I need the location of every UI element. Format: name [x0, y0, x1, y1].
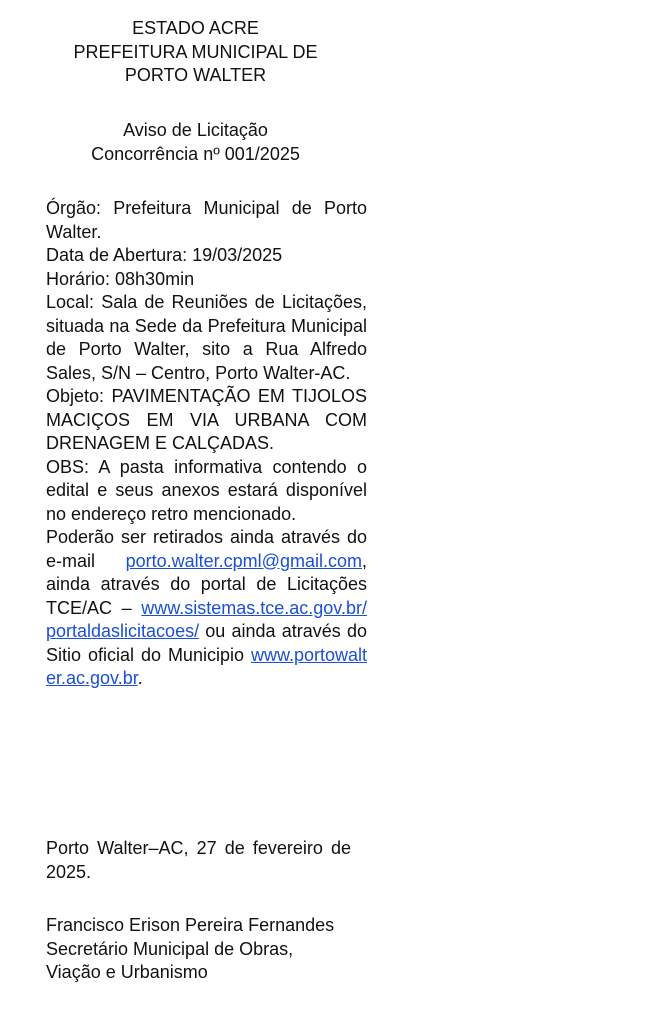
header-state: ESTADO ACRE — [132, 18, 259, 38]
orgao-line: Órgão: Prefeitura Municipal de Porto Walter. — [46, 198, 367, 242]
object-paragraph: Objeto: PAVIMENTAÇÃO EM TIJOLOS MACIÇOS EM VIA URBANA COM DRENAGEM E CALÇADAS. — [46, 386, 367, 453]
date-line: Porto Walter–AC, 27 de fevereiro de 2025. — [46, 838, 351, 882]
time-line: Horário: 08h30min — [46, 268, 195, 289]
retrieval-intro: Poderão ser retirados ainda através do e-mail — [46, 527, 367, 571]
signature-block — [46, 914, 376, 985]
notice-number: Concorrência nº 001/2025 — [91, 143, 300, 164]
header-city: PORTO WALTER — [124, 65, 267, 85]
obs-paragraph: OBS: A pasta informativa contendo o edital e seus anexos estará disponível no endereço retro mencionado. — [46, 456, 367, 524]
header-prefecture: PREFEITURA MUNICIPAL DE — [73, 41, 318, 62]
signer-name: Francisco Erison Pereira Fernandes — [46, 915, 335, 935]
portal-intro: , ainda através do portal de Licitações TCE/AC – — [46, 550, 367, 618]
availability-paragraph — [46, 526, 367, 691]
signer-title-line2: Viação e Urbanismo — [46, 962, 208, 982]
official-site-link[interactable]: www.portowalter.ac.gov.br — [46, 644, 367, 688]
document-header — [40, 17, 351, 88]
opening-date-line: Data de Abertura: 19/03/2025 — [46, 245, 283, 265]
location-paragraph: Local: Sala de Reuniões de Licitações, situada na Sede da Prefeitura Municipal de Porto Walter, sito a Rua Alfredo Sales, S/N – Centro, Porto Walter-AC. — [46, 292, 367, 383]
notice-title: Aviso de Licitação — [123, 120, 268, 140]
email-link[interactable]: porto.walter.cpml@gmail.com — [125, 550, 362, 571]
closing-period: . — [137, 668, 143, 688]
site-intro: ou ainda através do Sitio oficial do Municipio — [46, 621, 367, 665]
portal-link[interactable]: www.sistemas.tce.ac.gov.br/portaldaslicitacoes/ — [46, 597, 367, 641]
signer-title-line1: Secretário Municipal de Obras, — [46, 938, 294, 959]
notice-heading — [40, 119, 351, 166]
notice-body — [46, 197, 367, 691]
